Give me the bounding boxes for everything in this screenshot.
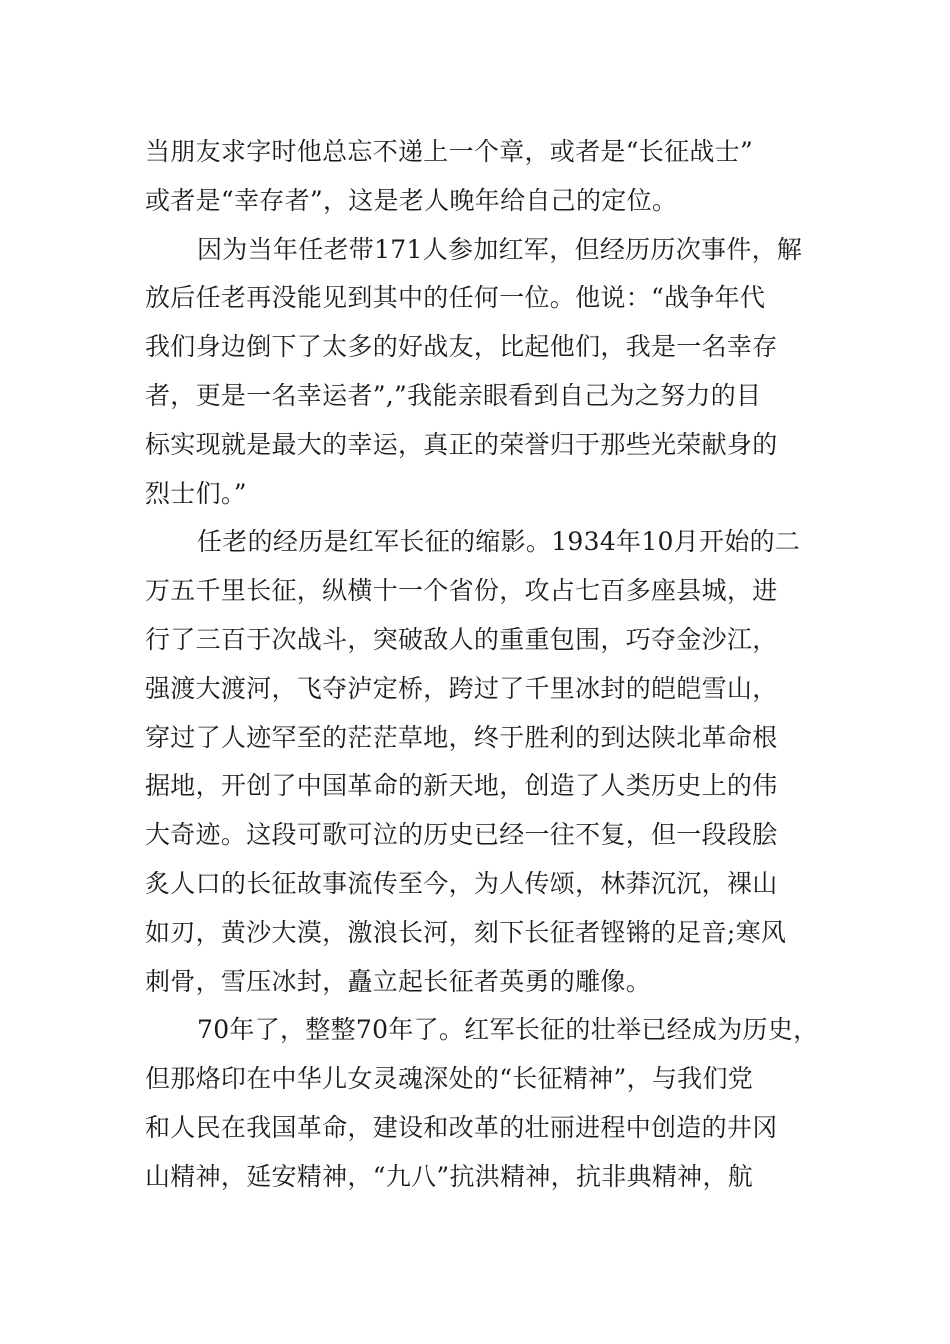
paragraph-start-line: 任老的经历是红军长征的缩影。1934年10月开始的二 xyxy=(197,527,801,557)
text-line: 标实现就是最大的幸运，真正的荣誉归于那些光荣献身的 xyxy=(145,429,778,459)
body-text xyxy=(145,128,819,1202)
text-line: 大奇迹。这段可歌可泣的历史已经一往不复，但一段段脍 xyxy=(145,820,778,850)
text-line: 或者是“幸存者”，这是老人晚年给自己的定位。 xyxy=(145,185,678,215)
text-line: 穿过了人迹罕至的茫茫草地，终于胜利的到达陕北革命根 xyxy=(145,722,778,752)
text-line: 当朋友求字时他总忘不递上一个章，或者是“长征战士” xyxy=(145,137,754,166)
text-line: 放后任老再没能见到其中的任何一位。他说：“战争年代 xyxy=(145,283,766,313)
text-line: 万五千里长征，纵横十一个省份，攻占七百多座县城，进 xyxy=(145,576,778,606)
text-line: 行了三百于次战斗，突破敌人的重重包围，巧夺金沙江， xyxy=(145,624,778,654)
text-line: 烈士们。” xyxy=(145,478,247,508)
text-line: 山精神，延安精神，“九八”抗洪精神，抗非典精神，航 xyxy=(145,1161,754,1191)
text-line: 如刃，黄沙大漠，激浪长河，刻下长征者铿锵的足音;寒风 xyxy=(145,917,787,947)
text-line: 我们身边倒下了太多的好战友，比起他们，我是一名幸存 xyxy=(145,332,778,362)
paragraph-start-line: 70年了，整整70年了。红军长征的壮举已经成为历史， xyxy=(197,1015,819,1045)
text-line: 据地，开创了中国革命的新天地，创造了人类历史上的伟 xyxy=(145,771,778,801)
text-line: 者，更是一名幸运者”,”我能亲眼看到自己为之努力的目 xyxy=(145,380,762,410)
text-line: 刺骨，雪压冰封，矗立起长征者英勇的雕像。 xyxy=(145,966,652,996)
text-line: 强渡大渡河，飞夺泸定桥，跨过了千里冰封的皑皑雪山， xyxy=(145,673,778,703)
text-line: 但那烙印在中华儿女灵魂深处的“长征精神”，与我们党 xyxy=(145,1064,754,1094)
text-line: 和人民在我国革命，建设和改革的壮丽进程中创造的井冈 xyxy=(145,1112,778,1142)
text-line: 炙人口的长征故事流传至今，为人传颂，林莽沉沉，裸山 xyxy=(145,868,778,898)
paragraph-start-line: 因为当年任老带171人参加红军，但经历历次事件，解 xyxy=(197,234,803,264)
